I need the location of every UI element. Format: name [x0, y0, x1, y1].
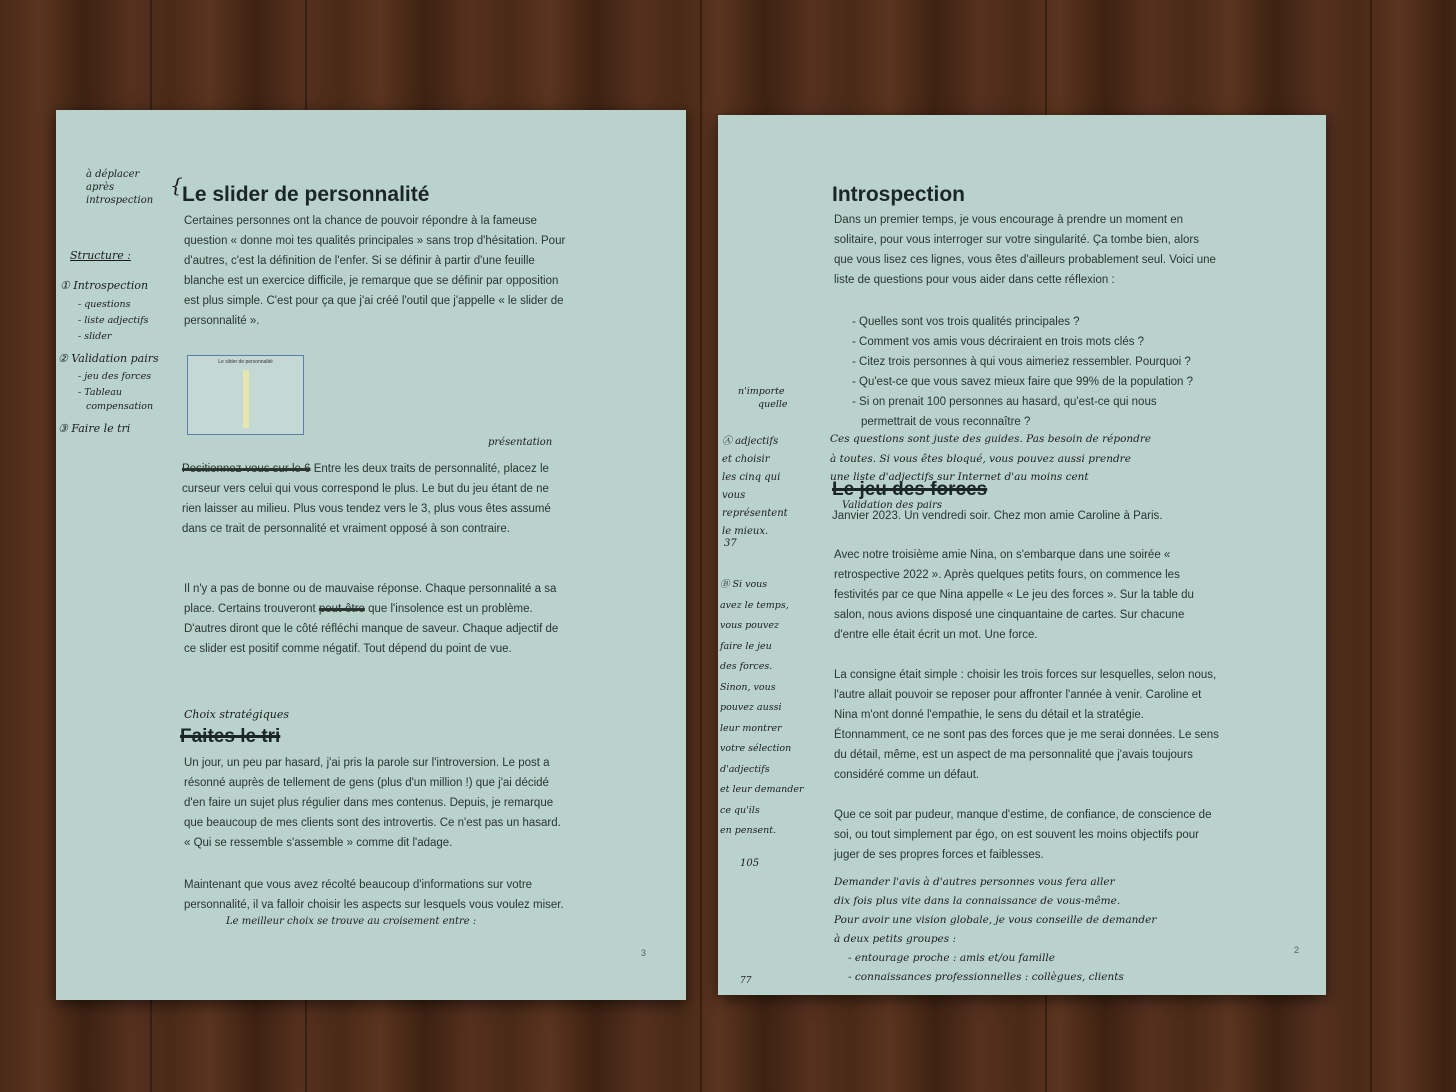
handwritten-presentation: présentation: [488, 437, 553, 448]
wood-seam: [1370, 0, 1372, 1092]
handwritten-structure-1: ① Introspection: [60, 279, 149, 292]
list-item: - Si on prenait 100 personnes au hasard, qu'est-ce qui nous: [852, 396, 1157, 408]
list-item: - Quelles sont vos trois qualités principales ?: [852, 316, 1080, 328]
handwritten-structure-3: ③ Faire le tri: [58, 422, 131, 435]
page-title: Introspection: [832, 183, 966, 206]
paragraph-1: Janvier 2023. Un vendredi soir. Chez mon amie Caroline à Paris.: [832, 510, 1163, 522]
list-item: - Citez trois personnes à qui vous aimeriez ressembler. Pourquoi ?: [852, 356, 1191, 368]
handwritten-important-note: n'importe quelle: [738, 386, 788, 410]
handwritten-structure-1c: - slider: [78, 331, 112, 342]
handwritten-structure-title: Structure :: [70, 249, 131, 262]
slider-line-rest: curseur vers celui qui vous correspond le plus. Le but du jeu étant de ne rien laisser au milieu. Plus vous tendez vers le 3, plus vous êtes assumé dans ce trait de personnalité et vraiment opposé à son contraire.: [182, 483, 551, 535]
intro-paragraph: Certaines personnes ont la chance de pouvoir répondre à la fameuse question « donne moi tes qualités principales » sans trop d'hésitation. Pour d'autres, c'est la définition de l'enfer. Si se définir à partir d'une feuille blanche est un exercice difficile, je remarque que se définir par opposition est plus simple. C'est pour ça que j'ai créé l'outil que j'appelle « le slider de personnalité ».: [184, 215, 566, 327]
slider-paragraph: [182, 459, 564, 539]
question-list: [852, 312, 1222, 432]
bracket-mark: {: [170, 173, 183, 197]
handwritten-note-b: Ⓑ Si vous avez le temps, vous pouvez faire le jeu des forces. Sinon, vous pouvez aussi leur montrer votre sélection d'adjectifs et leur demander ce qu'ils en pensent.: [720, 579, 804, 836]
right-page: [718, 115, 1326, 995]
handwritten-structure-2c: compensation: [86, 401, 154, 412]
section-heading-struck: Faites le tri: [180, 726, 281, 747]
section-heading-struck: Le jeu des forces: [832, 479, 988, 500]
handwritten-note-a: Ⓐ adjectifs et choisir les cinq qui vous représentent le mieux.: [722, 436, 788, 537]
paragraph-2: Avec notre troisième amie Nina, on s'embarque dans une soirée « retrospective 2022 ». Après quelques petits fours, on commence les festivités par ce que Nina appelle « Le jeu des forces ». Sur la table du salon, nous avions disposé une cinquantaine de cartes. Sur chacune d'entre elle était écrit un mot. Une force.: [834, 549, 1194, 641]
page-number: 3: [641, 948, 647, 958]
paragraph-2: Il n'y a pas de bonne ou de mauvaise réponse. Chaque personnalité a sa place. Certains trouveront peut-être que l'insolence est un problème. D'autres diront que le côté réfléchi manque de saveur. Chaque adjectif de ce slider est positif comme négatif. Tout dépend du point de vue.: [184, 583, 559, 655]
wood-seam: [700, 0, 702, 1092]
handwritten-number-37: 37: [724, 538, 737, 549]
paragraph-3: Un jour, un peu par hasard, j'ai pris la parole sur l'introversion. Le post a résonné auprès de tellement de gens (plus d'un million !) que j'ai décidé d'en faire un sujet plus régulier dans mes contenus. Depuis, je remarque que beaucoup de mes clients sont des introvertis. Ce n'est pas un hasard. « Qui se ressemble s'assemble » comme dit l'adage.: [184, 757, 561, 849]
paragraph-3: La consigne était simple : choisir les trois forces sur lesquelles, selon nous, l'autre allait pouvoir se reposer pour affronter l'année à venir. Caroline et Nina m'ont donné l'empathie, le sens du détail et la stratégie. Étonnamment, ce ne sont pas des forces que je me serai données. Le sens du détail, même, est un aspect de ma personnalité que j'avais toujours considéré comme un défaut.: [834, 669, 1219, 781]
handwritten-structure-1b: - liste adjectifs: [78, 315, 149, 326]
intro-paragraph: Dans un premier temps, je vous encourage à prendre un moment en solitaire, pour vous interroger sur votre singularité. Ça tombe bien, alors que vous lisez ces lignes, vous êtes d'ailleurs probablement seul. Voici une liste de questions pour vous aider dans cette réflexion :: [834, 214, 1216, 286]
handwritten-structure-2: ② Validation pairs: [58, 352, 159, 365]
list-item: permettrait de vous reconnaître ?: [861, 416, 1031, 428]
page-title: Le slider de personnalité: [182, 183, 430, 206]
handwritten-number-77: 77: [740, 976, 752, 986]
paragraph-4: Maintenant que vous avez récolté beaucoup d'informations sur votre personnalité, il va falloir choisir les aspects sur lesquels vous voulez miser.: [184, 879, 564, 911]
slider-line-1: Entre les deux traits de personnalité, placez le: [313, 463, 549, 475]
handwritten-guide-line-3: une liste d'adjectifs sur Internet d'au moins cent: [830, 471, 1089, 483]
struck-text: Positionnez-vous sur le 6: [182, 463, 311, 475]
list-item: - Qu'est-ce que vous savez mieux faire que 99% de la population ?: [852, 376, 1194, 388]
handwritten-heading: Choix stratégiques: [184, 708, 289, 721]
handwritten-move-note: à déplacer après introspection: [86, 169, 154, 206]
handwritten-guide-line-1: Ces questions sont juste des guides. Pas besoin de répondre: [830, 433, 1152, 445]
page-number: 2: [1294, 945, 1300, 955]
struck-word: peut-être: [318, 603, 365, 615]
handwritten-end-line: Le meilleur choix se trouve au croisement entre :: [226, 916, 477, 927]
handwritten-structure-2b: - Tableau: [78, 387, 123, 398]
handwritten-structure-1a: - questions: [78, 299, 131, 310]
table-title: Le slider de personnalité: [218, 359, 273, 365]
left-page: [56, 110, 686, 1000]
table-middle-column: [243, 370, 249, 428]
list-item: - Comment vos amis vous décriraient en trois mots clés ?: [852, 336, 1145, 348]
handwritten-structure-2a: - jeu des forces: [78, 371, 152, 382]
slider-table-image: [187, 355, 304, 435]
paragraph-4: Que ce soit par pudeur, manque d'estime, de confiance, de conscience de soi, ou tout simplement par égo, on est souvent les moins objectifs pour juger de ses propres forces et faiblesses.: [834, 809, 1212, 861]
handwritten-heading: Validation des pairs: [842, 500, 942, 511]
handwritten-bottom-note: Demander l'avis à d'autres personnes vous fera aller dix fois plus vite dans la connaissance de vous-même. Pour avoir une vision globale, je vous conseille de demander à deux petits groupes : - entourage proche : amis et/ou famille - connaissances professionnelles : collègues, clients: [834, 876, 1157, 983]
handwritten-guide-line-2: à toutes. Si vous êtes bloqué, vous pouvez aussi prendre: [830, 453, 1131, 465]
handwritten-number-105: 105: [740, 858, 760, 869]
